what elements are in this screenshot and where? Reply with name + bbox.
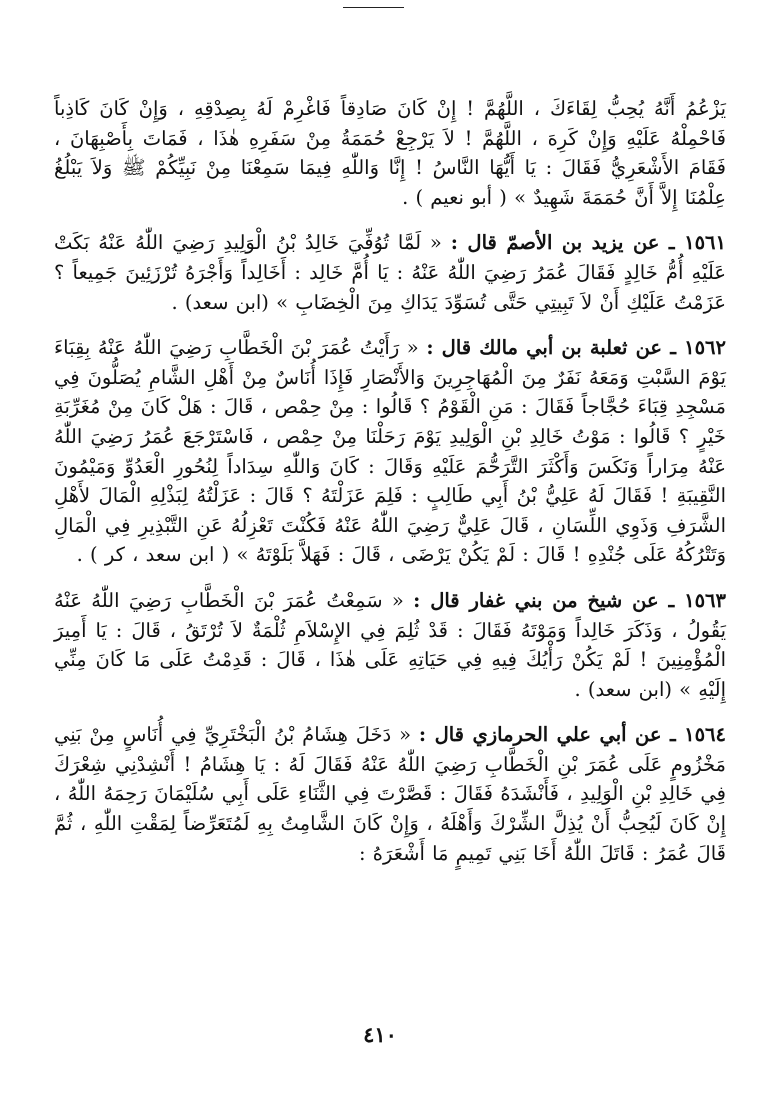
paragraph-head: ١٥٦٤ ـ عن أبي علي الحرمازي قال : — [418, 723, 727, 747]
paragraph-hadith-1563 — [54, 586, 726, 704]
paragraph-head: ١٥٦١ ـ عن يزيد بن الأصمّ قال : — [450, 231, 727, 255]
paragraph-text: يَزْعُمُ أَنَّهُ يُحِبُّ لِقَاءَكَ ، اللَّهُمَّ ! إِنْ كَانَ صَادِقاً فَاغْرِمْ لَهُ بِصِدْقِهِ ، وَإِنْ كَانَ كَاذِباً فَاحْمِلْهُ عَلَيْهِ وَإِنْ كَرِهَ ، اللَّهُمَّ ! لاَ يَرْجِعْ حُمَمَةُ مِنْ سَفَرِهِ هٰذَا ، فَمَاتَ بِأَصْبِهَانَ ، فَقَامَ الأَشْعَرِيُّ فَقَالَ : يَا أَيُّهَا النَّاسُ ! إِنَّا وَاللّٰهِ فِيمَا سَمِعْنَا مِنْ نَبِيِّكُمْ ﷺ وَلاَ يَبْلُغُ عِلْمُنَا إِلاَّ أَنَّ حُمَمَةَ شَهِيدٌ » ( أبو نعيم ) . — [54, 97, 726, 209]
paragraph-head: ١٥٦٢ ـ عن ثعلبة بن أبي مالك قال : — [426, 336, 726, 360]
text-block — [54, 94, 726, 868]
paragraph-text: « سَمِعْتُ عُمَرَ بْنَ الْخَطَّابِ رَضِيَ اللّٰهُ عَنْهُ يَقُولُ ، وَذَكَرَ خَالِداً وَمَوْتَهُ فَقَالَ : قَدْ ثُلِمَ فِي الإِسْلاَمِ ثُلْمَةٌ لاَ تُرْتَقُ ، قَالَ : يَا أَمِيرَ الْمُؤْمِنِينَ ! لَمْ يَكُنْ رَأْيُكَ فِيهِ فِي حَيَاتِهِ عَلَى هٰذَا ، قَالَ : قَدِمْتُ عَلَى مَا كَانَ مِنِّي إِلَيْهِ » (ابن سعد) . — [54, 588, 726, 701]
paragraph-text: « دَخَلَ هِشَامُ بْنُ الْبَخْتَرِيِّ فِي أُنَاسٍ مِنْ بَنِي مَخْزُومٍ عَلَى عُمَرَ بْنِ الْخَطَّابِ رَضِيَ اللّٰهُ عَنْهُ فَقَالَ لَهُ : يَا هِشَامُ ! أَنْشِدْنِي شِعْرَكَ فِي خَالِدِ بْنِ الْوَلِيدِ ، فَأَنْشَدَهُ فَقَالَ : قَصَّرْتَ فِي الثَّنَاءِ عَلَى أَبِي سُلَيْمَانَ رَحِمَهُ اللّٰهُ ، إِنْ كَانَ لَيُحِبُّ أَنْ يُذِلَّ الشِّرْكَ وَأَهْلَهُ ، وَإِنْ كَانَ الشَّامِتُ بِهِ لَمُتَعَرِّضاً لِمَقْتِ اللّٰهِ ، ثُمَّ قَالَ عُمَرُ : قَاتَلَ اللّٰهُ أَخَا بَنِي تَمِيمٍ مَا أَشْعَرَهُ : — [54, 723, 726, 865]
paragraph-hadith-1564 — [54, 720, 726, 868]
paragraph-hadith-1561 — [54, 228, 726, 317]
paragraph-head: ١٥٦٣ ـ عن شيخ من بني غفار قال : — [413, 588, 726, 612]
paragraph-hadith-1562 — [54, 333, 726, 570]
page-number: ٤١٠ — [363, 1022, 397, 1047]
paragraph-text: « رَأَيْتُ عُمَرَ بْنَ الْخَطَّابِ رَضِيَ اللّٰهُ عَنْهُ بِقِبَاءَ يَوْمَ السَّبْتِ وَمَعَهُ نَفَرٌ مِنَ الْمُهَاجِرِينَ وَالأَنْصَارِ فَإِذَا أُنَاسٌ مِنْ أَهْلِ الشَّامِ يُصَلُّونَ فِي مَسْجِدِ قِبَاءَ حُجَّاجاً فَقَالَ : مَنِ الْقَوْمُ ؟ قَالُوا : مِنْ حِمْص ، قَالَ : هَلْ كَانَ مِنْ مُغَرِّبَةِ خَيْرٍ ؟ قَالُوا : مَوْتُ خَالِدِ بْنِ الْوَلِيدِ يَوْمَ رَحَلْنَا مِنْ حِمْص ، فَاسْتَرْجَعَ عُمَرُ رَضِيَ اللّٰهُ عَنْهُ مِرَاراً وَنَكَسَ وَأَكْثَرَ التَّرَحُّمَ عَلَيْهِ وَقَالَ : كَانَ وَاللّٰهِ سِدَاداً لِنُحُورِ الْعَدُوِّ وَمَيْمُونَ النَّقِيبَةِ ! فَقَالَ لَهُ عَلِيُّ بْنُ أَبِي طَالِبٍ : فَلِمَ عَزَلْتَهُ ؟ قَالَ : عَزَلْتُهُ لِبَذْلِهِ الْمَالَ لأَهْلِ الشَّرَفِ وَذَوِي اللِّسَانِ ، قَالَ عَلِيٌّ رَضِيَ اللّٰهُ عَنْهُ فَكُنْتَ تَعْزِلُهُ عَنِ التَّبْذِيرِ فِي الْمَالِ وَتَتْرُكُهُ عَلَى جُنْدِهِ ! قَالَ : لَمْ يَكُنْ يَرْضَى ، قَالَ : فَهَلاَّ بَلَوْتَهُ » ( ابن سعد ، كر ) . — [54, 336, 726, 567]
paragraph-continuation — [54, 94, 726, 212]
paragraph-text: « لَمَّا تُوُفِّيَ خَالِدُ بْنُ الْوَلِيدِ رَضِيَ اللّٰهُ عَنْهُ بَكَتْ عَلَيْهِ أُمُّ خَالِدٍ فَقَالَ عُمَرُ رَضِيَ اللّٰهُ عَنْهُ : يَا أُمَّ خَالِد : أَخَالِداً وَأَجْرَهُ تُرْزَئِينَ جَمِيعاً ؟ عَزَمْتُ عَلَيْكِ أَنْ لاَ تَبِيتِي حَتَّى تُسَوِّدَ يَدَاكِ مِنَ الْخِضَابِ » (ابن سعد) . — [54, 231, 726, 314]
top-rule — [343, 7, 404, 8]
